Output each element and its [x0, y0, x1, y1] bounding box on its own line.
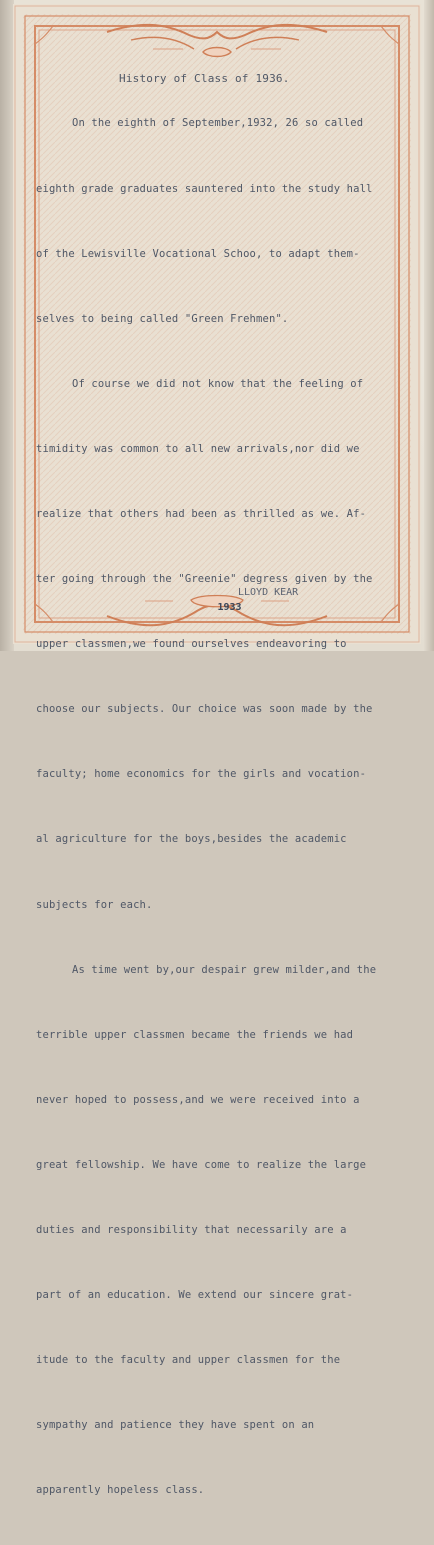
left-binding-shadow: [0, 0, 14, 651]
typed-signature: LLOYD KEAR: [238, 587, 299, 598]
text-line: On the eighth of September,1932, 26 so called: [72, 117, 364, 130]
paper-page: [13, 4, 421, 1497]
footer-year: 1933: [217, 602, 242, 613]
text-line: eighth grade graduates sauntered into the study hall: [36, 182, 373, 195]
text-line: itude to the faculty and upper classmen for the: [36, 1354, 341, 1367]
text-line: upper classmen,we found ourselves endeavoring to: [36, 638, 347, 651]
text-line: of the Lewisville Vocational Schoo, to adapt them-: [36, 247, 360, 260]
text-line: subjects for each.: [36, 898, 153, 911]
text-line: ter going through the "Greenie" degress given by the: [36, 573, 373, 586]
text-line: realize that others had been as thrilled as we. Af-: [36, 507, 367, 520]
text-line: timidity was common to all new arrivals,nor did we: [36, 442, 360, 455]
text-line: As time went by,our despair grew milder,and the: [72, 963, 377, 976]
text-line: never hoped to possess,and we were received into a: [36, 1093, 360, 1106]
text-line: apparently hopeless class.: [36, 1484, 205, 1497]
document-title: History of Class of 1936.: [119, 72, 290, 85]
text-line: Of course we did not know that the feeling of: [72, 377, 364, 390]
text-line: al agriculture for the boys,besides the academic: [36, 833, 347, 846]
right-page-shadow: [424, 0, 434, 651]
text-line: terrible upper classmen became the friends we had: [36, 1028, 354, 1041]
text-line: choose our subjects. Our choice was soon made by the: [36, 703, 373, 716]
text-line: selves to being called "Green Frehmen".: [36, 312, 289, 325]
text-line: sympathy and patience they have spent on an: [36, 1419, 315, 1432]
text-line: part of an education. We extend our sincere grat-: [36, 1289, 354, 1302]
text-line: duties and responsibility that necessarily are a: [36, 1224, 347, 1236]
text-line: faculty; home economics for the girls and vocation-: [36, 768, 367, 781]
text-line: great fellowship. We have come to realize the large: [36, 1158, 367, 1171]
